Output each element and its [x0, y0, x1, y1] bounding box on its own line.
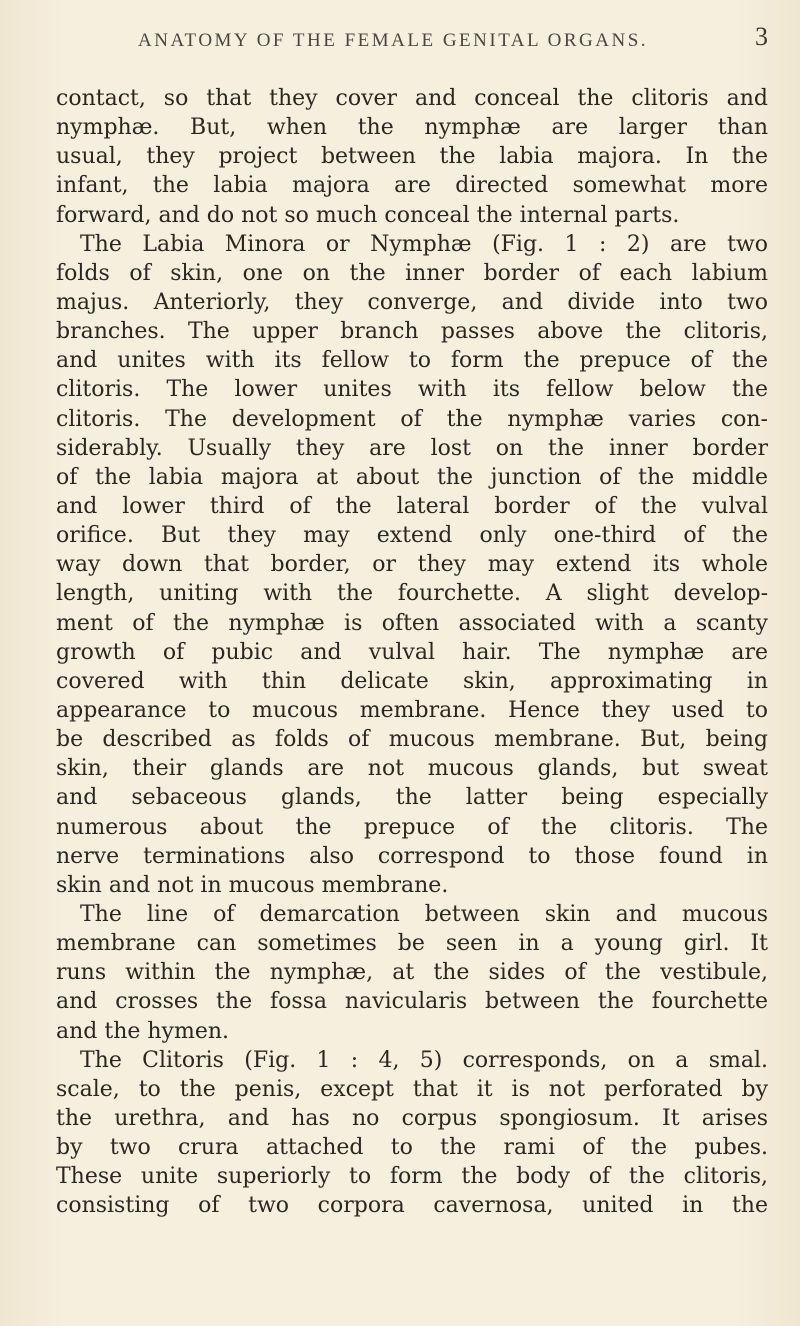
text-line: length, uniting with the fourchette. A slight develop- [56, 581, 768, 607]
text-line: way down that border, or they may extend its whole [56, 552, 768, 578]
text-line: These unite superiorly to form the body of the clitoris, [56, 1164, 768, 1190]
text-line: scale, to the penis, except that it is not perforated by [56, 1076, 768, 1102]
text-line: majus. Anteriorly, they converge, and divide into two [56, 289, 768, 315]
text-line: and the hymen. [56, 1018, 230, 1044]
text-line: usual, they project between the labia majora. In the [56, 144, 768, 170]
text-line: The Clitoris (Fig. 1 : 4, 5) corresponds, on a smal. [80, 1047, 768, 1073]
text-line: skin and not in mucous membrane. [56, 872, 449, 898]
text-line: infant, the labia majora are directed somewhat more [56, 173, 768, 199]
text-line: runs within the nymphæ, at the sides of the vestibule, [56, 960, 768, 986]
text-line: be described as folds of mucous membrane. But, being [56, 727, 768, 753]
text-line: orifice. But they may extend only one-third of the [56, 523, 768, 549]
text-line: The line of demarcation between skin and mucous [80, 901, 768, 927]
text-line: growth of pubic and vulval hair. The nymphæ are [56, 639, 768, 665]
text-line: membrane can sometimes be seen in a young girl. It [56, 931, 768, 957]
text-line: branches. The upper branch passes above the clitoris, [56, 319, 768, 345]
text-line: clitoris. The development of the nymphæ varies con- [56, 406, 768, 432]
text-line: of the labia majora at about the junction of the middle [56, 464, 768, 490]
text-line: clitoris. The lower unites with its fellow below the [56, 377, 768, 403]
text-line: the urethra, and has no corpus spongiosum. It arises [56, 1105, 768, 1131]
page-number: 3 [755, 22, 768, 51]
text-line: numerous about the prepuce of the clitoris. The [56, 814, 768, 840]
text-line: and unites with its fellow to form the prepuce of the [56, 348, 768, 374]
text-line: and lower third of the lateral border of the vulval [56, 493, 768, 519]
text-line: The Labia Minora or Nymphæ (Fig. 1 : 2) are two [80, 231, 768, 257]
body-text [56, 84, 768, 1220]
text-line: siderably. Usually they are lost on the inner border [56, 435, 768, 461]
text-line: nerve terminations also correspond to those found in [56, 843, 768, 869]
text-line: consisting of two corpora cavernosa, united in the [56, 1193, 768, 1219]
text-line: skin, their glands are not mucous glands, but sweat [56, 756, 768, 782]
text-line: folds of skin, one on the inner border of each labium [56, 260, 768, 286]
text-line: forward, and do not so much conceal the internal parts. [56, 202, 680, 228]
text-line: covered with thin delicate skin, approximating in [56, 668, 768, 694]
text-line: ment of the nymphæ is often associated with a scanty [56, 610, 768, 636]
running-head: ANATOMY OF THE FEMALE GENITAL ORGANS. [138, 30, 649, 51]
text-line: by two crura attached to the rami of the pubes. [56, 1135, 768, 1161]
text-line: contact, so that they cover and conceal the clitoris and [56, 86, 768, 111]
text-line: appearance to mucous membrane. Hence they used to [56, 697, 768, 723]
text-line: and sebaceous glands, the latter being especially [56, 785, 768, 811]
text-line: and crosses the fossa navicularis between the fourchette [56, 989, 768, 1015]
text-line: nymphæ. But, when the nymphæ are larger than [56, 115, 768, 141]
